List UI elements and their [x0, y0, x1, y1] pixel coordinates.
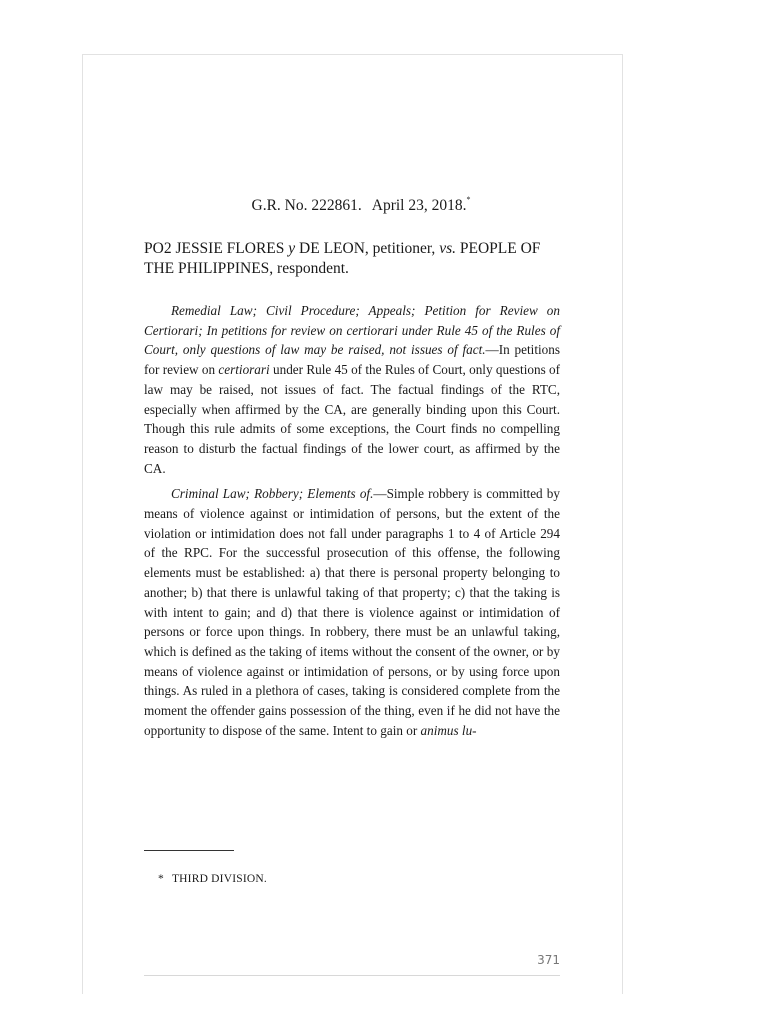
- petitioner-part1: PO2 JESSIE FLORES: [144, 240, 289, 257]
- syllabus-paragraph: [144, 301, 560, 478]
- case-title: [144, 190, 560, 216]
- respondent: PEOPLE OF THE PHILIPPINES, respondent.: [144, 240, 541, 277]
- syllabus-body-italic: animus lu-: [420, 722, 477, 738]
- page-number: 371: [537, 953, 560, 967]
- case-parties: [144, 239, 560, 279]
- case-number: G.R. No. 222861.: [251, 197, 362, 214]
- syllabus-heading: Remedial Law; Civil Procedure; Appeals; Petition for Review on Certiorari; In petitions for review on certiorari under Rule 45 of the Rules of Court, only questions of law may be raised, not issues of fact.: [144, 303, 560, 358]
- versus: vs.: [439, 240, 456, 257]
- date-footnote-marker: *: [466, 195, 471, 204]
- petitioner-y: y: [288, 240, 296, 257]
- syllabus-paragraph: [144, 484, 560, 740]
- document-content: [144, 190, 560, 740]
- petitioner-part2: DE LEON, petitioner,: [295, 240, 440, 257]
- syllabus-body: under Rule 45 of the Rules of Court, only questions of law may be raised, not issues of fact. The factual findings of the RTC, especially when affirmed by the CA, are generally binding upon this Court. Though this rule admits of some exceptions, the Court finds no compelling reason to disturb the factual findings of the lower court, as affirmed by the CA.: [144, 362, 561, 476]
- footnote-text: THIRD DIVISION.: [171, 873, 267, 885]
- page-bottom-rule: [144, 975, 560, 976]
- footnote-divider: [144, 850, 234, 851]
- syllabus-body-italic: certiorari: [218, 362, 270, 378]
- decision-date: April 23, 2018.: [371, 197, 467, 214]
- syllabus-body: —Simple robbery is committed by means of violence against or intimidation of persons, but the extent of the violation or intimidation does not fall under paragraphs 1 to 4 of Article 294 of the RPC. For the successful prosecution of this offense, the following elements must be established: a) that there is personal property belonging to another; b) that there is unlawful taking of that property; c) that the taking is with intent to gain; and d) that there is violence against or intimidation of persons or force upon things. In robbery, there must be an unlawful taking, which is defined as the taking of items without the consent of the owner, or by means of violence against or intimidation of persons, or by using force upon things. As ruled in a plethora of cases, taking is considered complete from the moment the offender gains possession of the thing, even if he did not have the opportunity to dispose of the same. Intent to gain or: [144, 486, 560, 738]
- footnote-marker: *: [158, 873, 164, 885]
- syllabus-body: —In petitions for review on: [144, 342, 560, 378]
- footnote: [158, 871, 267, 887]
- syllabus-heading: Criminal Law; Robbery; Elements of.: [171, 486, 374, 502]
